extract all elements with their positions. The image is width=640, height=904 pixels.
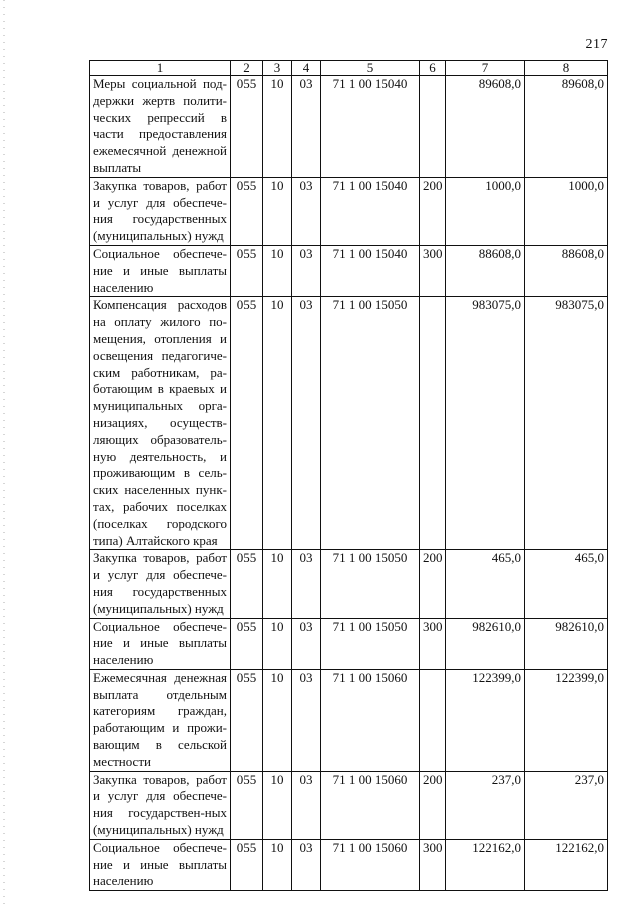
section-code-cell: 10	[263, 297, 292, 550]
target-article-cell: 71 1 00 15050	[321, 618, 420, 669]
amount-cell: 983075,0	[525, 297, 608, 550]
subsection-code-cell: 03	[292, 839, 321, 890]
expense-type-cell: 300	[420, 839, 446, 890]
target-article-cell: 71 1 00 15040	[321, 177, 420, 245]
amount-cell: 122399,0	[446, 669, 525, 771]
target-article-cell: 71 1 00 15040	[321, 245, 420, 296]
amount-cell: 465,0	[446, 550, 525, 618]
ministry-code-cell: 055	[231, 177, 263, 245]
ministry-code-cell: 055	[231, 76, 263, 178]
row-name-cell: Социальное обеспече-ние и иные выплаты населению	[90, 245, 231, 296]
row-name-cell: Компенсация расходов на оплату жилого по-мещения, отопления и освещения педагогиче-ским работникам, ра-ботающим в краевых и муниципальных орга-низациях, осуществ-ляющих образователь-ную деятельность, и проживающим в сель-ских населенных пунк-тах, рабочих поселках (поселках городского типа) Алтайского края	[90, 297, 231, 550]
column-header: 1	[90, 61, 231, 76]
row-name-cell: Социальное обеспече-ние и иные выплаты населению	[90, 618, 231, 669]
section-code-cell: 10	[263, 839, 292, 890]
table-row	[90, 839, 608, 890]
ministry-code-cell: 055	[231, 771, 263, 839]
subsection-code-cell: 03	[292, 245, 321, 296]
column-header: 2	[231, 61, 263, 76]
row-name-cell: Меры социальной под-держки жертв полити-ческих репрессий в части предоставления ежемесячной денежной выплаты	[90, 76, 231, 178]
subsection-code-cell: 03	[292, 76, 321, 178]
table-row	[90, 297, 608, 550]
section-code-cell: 10	[263, 245, 292, 296]
column-header: 8	[525, 61, 608, 76]
table-row	[90, 177, 608, 245]
row-name-cell: Закупка товаров, работ и услуг для обеспече-ния государственных (муниципальных) нужд	[90, 550, 231, 618]
expense-type-cell	[420, 669, 446, 771]
row-name-cell: Закупка товаров, работ и услуг для обеспече-ния государственных (муниципальных) нужд	[90, 177, 231, 245]
amount-cell: 89608,0	[525, 76, 608, 178]
subsection-code-cell: 03	[292, 618, 321, 669]
table-row	[90, 618, 608, 669]
amount-cell: 237,0	[446, 771, 525, 839]
target-article-cell: 71 1 00 15040	[321, 76, 420, 178]
target-article-cell: 71 1 00 15050	[321, 297, 420, 550]
ministry-code-cell: 055	[231, 550, 263, 618]
budget-table	[89, 60, 608, 891]
row-name-cell: Закупка товаров, работ и услуг для обеспече-ния государствен-ных (муниципальных) нужд	[90, 771, 231, 839]
table-row	[90, 245, 608, 296]
section-code-cell: 10	[263, 669, 292, 771]
target-article-cell: 71 1 00 15060	[321, 771, 420, 839]
ministry-code-cell: 055	[231, 297, 263, 550]
amount-cell: 982610,0	[446, 618, 525, 669]
page-number: 217	[585, 37, 608, 52]
column-header: 7	[446, 61, 525, 76]
ministry-code-cell: 055	[231, 669, 263, 771]
target-article-cell: 71 1 00 15060	[321, 669, 420, 771]
ministry-code-cell: 055	[231, 618, 263, 669]
amount-cell: 237,0	[525, 771, 608, 839]
column-header: 3	[263, 61, 292, 76]
section-code-cell: 10	[263, 550, 292, 618]
expense-type-cell: 300	[420, 245, 446, 296]
expense-type-cell: 200	[420, 550, 446, 618]
table-row	[90, 669, 608, 771]
subsection-code-cell: 03	[292, 771, 321, 839]
ministry-code-cell: 055	[231, 245, 263, 296]
table-row	[90, 771, 608, 839]
table-row	[90, 76, 608, 178]
table-row	[90, 550, 608, 618]
amount-cell: 122162,0	[525, 839, 608, 890]
ministry-code-cell: 055	[231, 839, 263, 890]
amount-cell: 983075,0	[446, 297, 525, 550]
expense-type-cell	[420, 297, 446, 550]
amount-cell: 122162,0	[446, 839, 525, 890]
column-header: 6	[420, 61, 446, 76]
row-name-cell: Социальное обеспече-ние и иные выплаты населению	[90, 839, 231, 890]
subsection-code-cell: 03	[292, 550, 321, 618]
expense-type-cell: 300	[420, 618, 446, 669]
amount-cell: 122399,0	[525, 669, 608, 771]
amount-cell: 88608,0	[446, 245, 525, 296]
subsection-code-cell: 03	[292, 297, 321, 550]
amount-cell: 982610,0	[525, 618, 608, 669]
expense-type-cell: 200	[420, 771, 446, 839]
expense-type-cell: 200	[420, 177, 446, 245]
section-code-cell: 10	[263, 76, 292, 178]
target-article-cell: 71 1 00 15060	[321, 839, 420, 890]
scan-edge-artifact	[3, 0, 5, 904]
row-name-cell: Ежемесячная денежная выплата отдельным категориям граждан, работающим и прожи-вающим в сельской местности	[90, 669, 231, 771]
amount-cell: 88608,0	[525, 245, 608, 296]
table-header-row	[90, 61, 608, 76]
subsection-code-cell: 03	[292, 669, 321, 771]
section-code-cell: 10	[263, 618, 292, 669]
column-header: 4	[292, 61, 321, 76]
amount-cell: 89608,0	[446, 76, 525, 178]
amount-cell: 1000,0	[446, 177, 525, 245]
section-code-cell: 10	[263, 771, 292, 839]
amount-cell: 465,0	[525, 550, 608, 618]
target-article-cell: 71 1 00 15050	[321, 550, 420, 618]
expense-type-cell	[420, 76, 446, 178]
section-code-cell: 10	[263, 177, 292, 245]
amount-cell: 1000,0	[525, 177, 608, 245]
subsection-code-cell: 03	[292, 177, 321, 245]
column-header: 5	[321, 61, 420, 76]
